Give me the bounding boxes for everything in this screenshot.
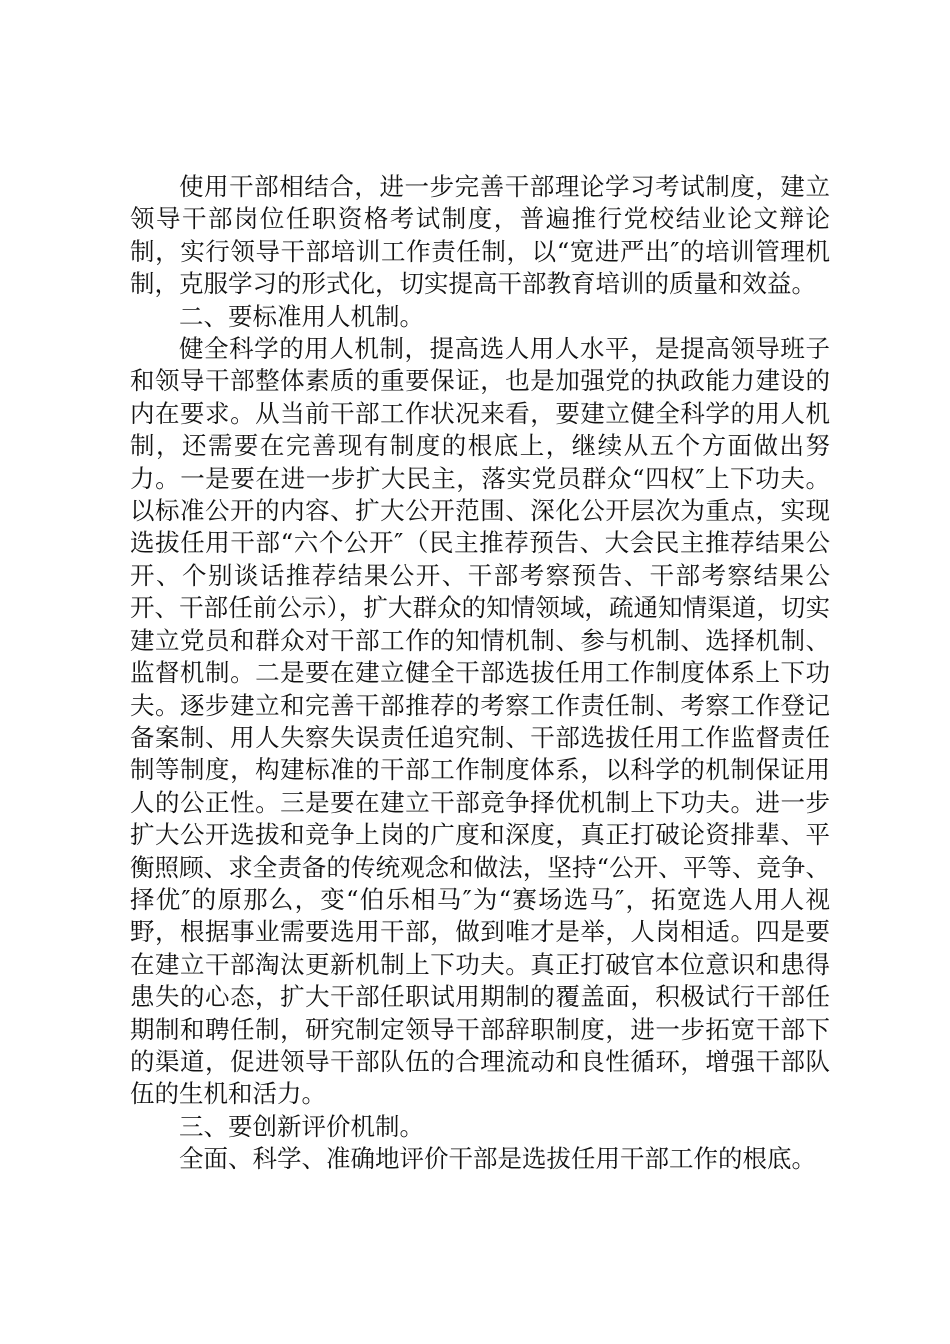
paragraph-training: 使用干部相结合，进一步完善干部理论学习考试制度，建立领导干部岗位任职资格考试制度，普遍推行党校结业论文辩论制，实行领导干部培训工作责任制，以“宽进严出″的培训管理机制，克服学习的形式化，切实提高干部教育培训的质量和效益。	[130, 172, 830, 299]
heading-innovate-evaluation: 三、要创新评价机制。	[179, 1111, 424, 1141]
document-body	[130, 171, 830, 1176]
paragraph-employment-mechanism: 健全科学的用人机制，提高选人用人水平，是提高领导班子和领导干部整体素质的重要保证，也是加强党的执政能力建设的内在要求。从当前干部工作状况来看，要建立健全科学的用人机制，还需要在完善现有制度的根底上，继续从五个方面做出努力。一是要在进一步扩大民主，落实党员群众“四权″上下功夫。以标准公开的内容、扩大公开范围、深化公开层次为重点，实现选拔任用干部“六个公开″（民主推荐预告、大会民主推荐结果公开、个别谈话推荐结果公开、干部考察预告、干部考察结果公开、干部任前公示），扩大群众的知情领域，疏通知情渠道，切实建立党员和群众对干部工作的知情机制、参与机制、选择机制、监督机制。二是要在建立健全干部选拔任用工作制度体系上下功夫。逐步建立和完善干部推荐的考察工作责任制、考察工作登记备案制、用人失察失误责任追究制、干部选拔任用工作监督责任制等制度，构建标准的干部工作制度体系，以科学的机制保证用人的公正性。三是要在建立干部竞争择优机制上下功夫。进一步扩大公开选拔和竞争上岗的广度和深度，真正打破论资排辈、平衡照顾、求全责备的传统观念和做法，坚持“公开、平等、竞争、择优″的原那么，变“伯乐相马″为“赛场选马″，拓宽选人用人视野，根据事业需要选用干部，做到唯才是举，人岗相适。四是要在建立干部淘汰更新机制上下功夫。真正打破官本位意识和患得患失的心态，扩大干部任职试用期制的覆盖面，积极试行干部任期制和聘任制，研究制定领导干部辞职制度，进一步拓宽干部下的渠道，促进领导干部队伍的合理流动和良性循环，增强干部队伍的生机和活力。	[130, 334, 830, 1109]
heading-standard-employment: 二、要标准用人机制。	[179, 301, 424, 331]
paragraph-evaluation: 全面、科学、准确地评价干部是选拔任用干部工作的根底。	[179, 1144, 816, 1174]
